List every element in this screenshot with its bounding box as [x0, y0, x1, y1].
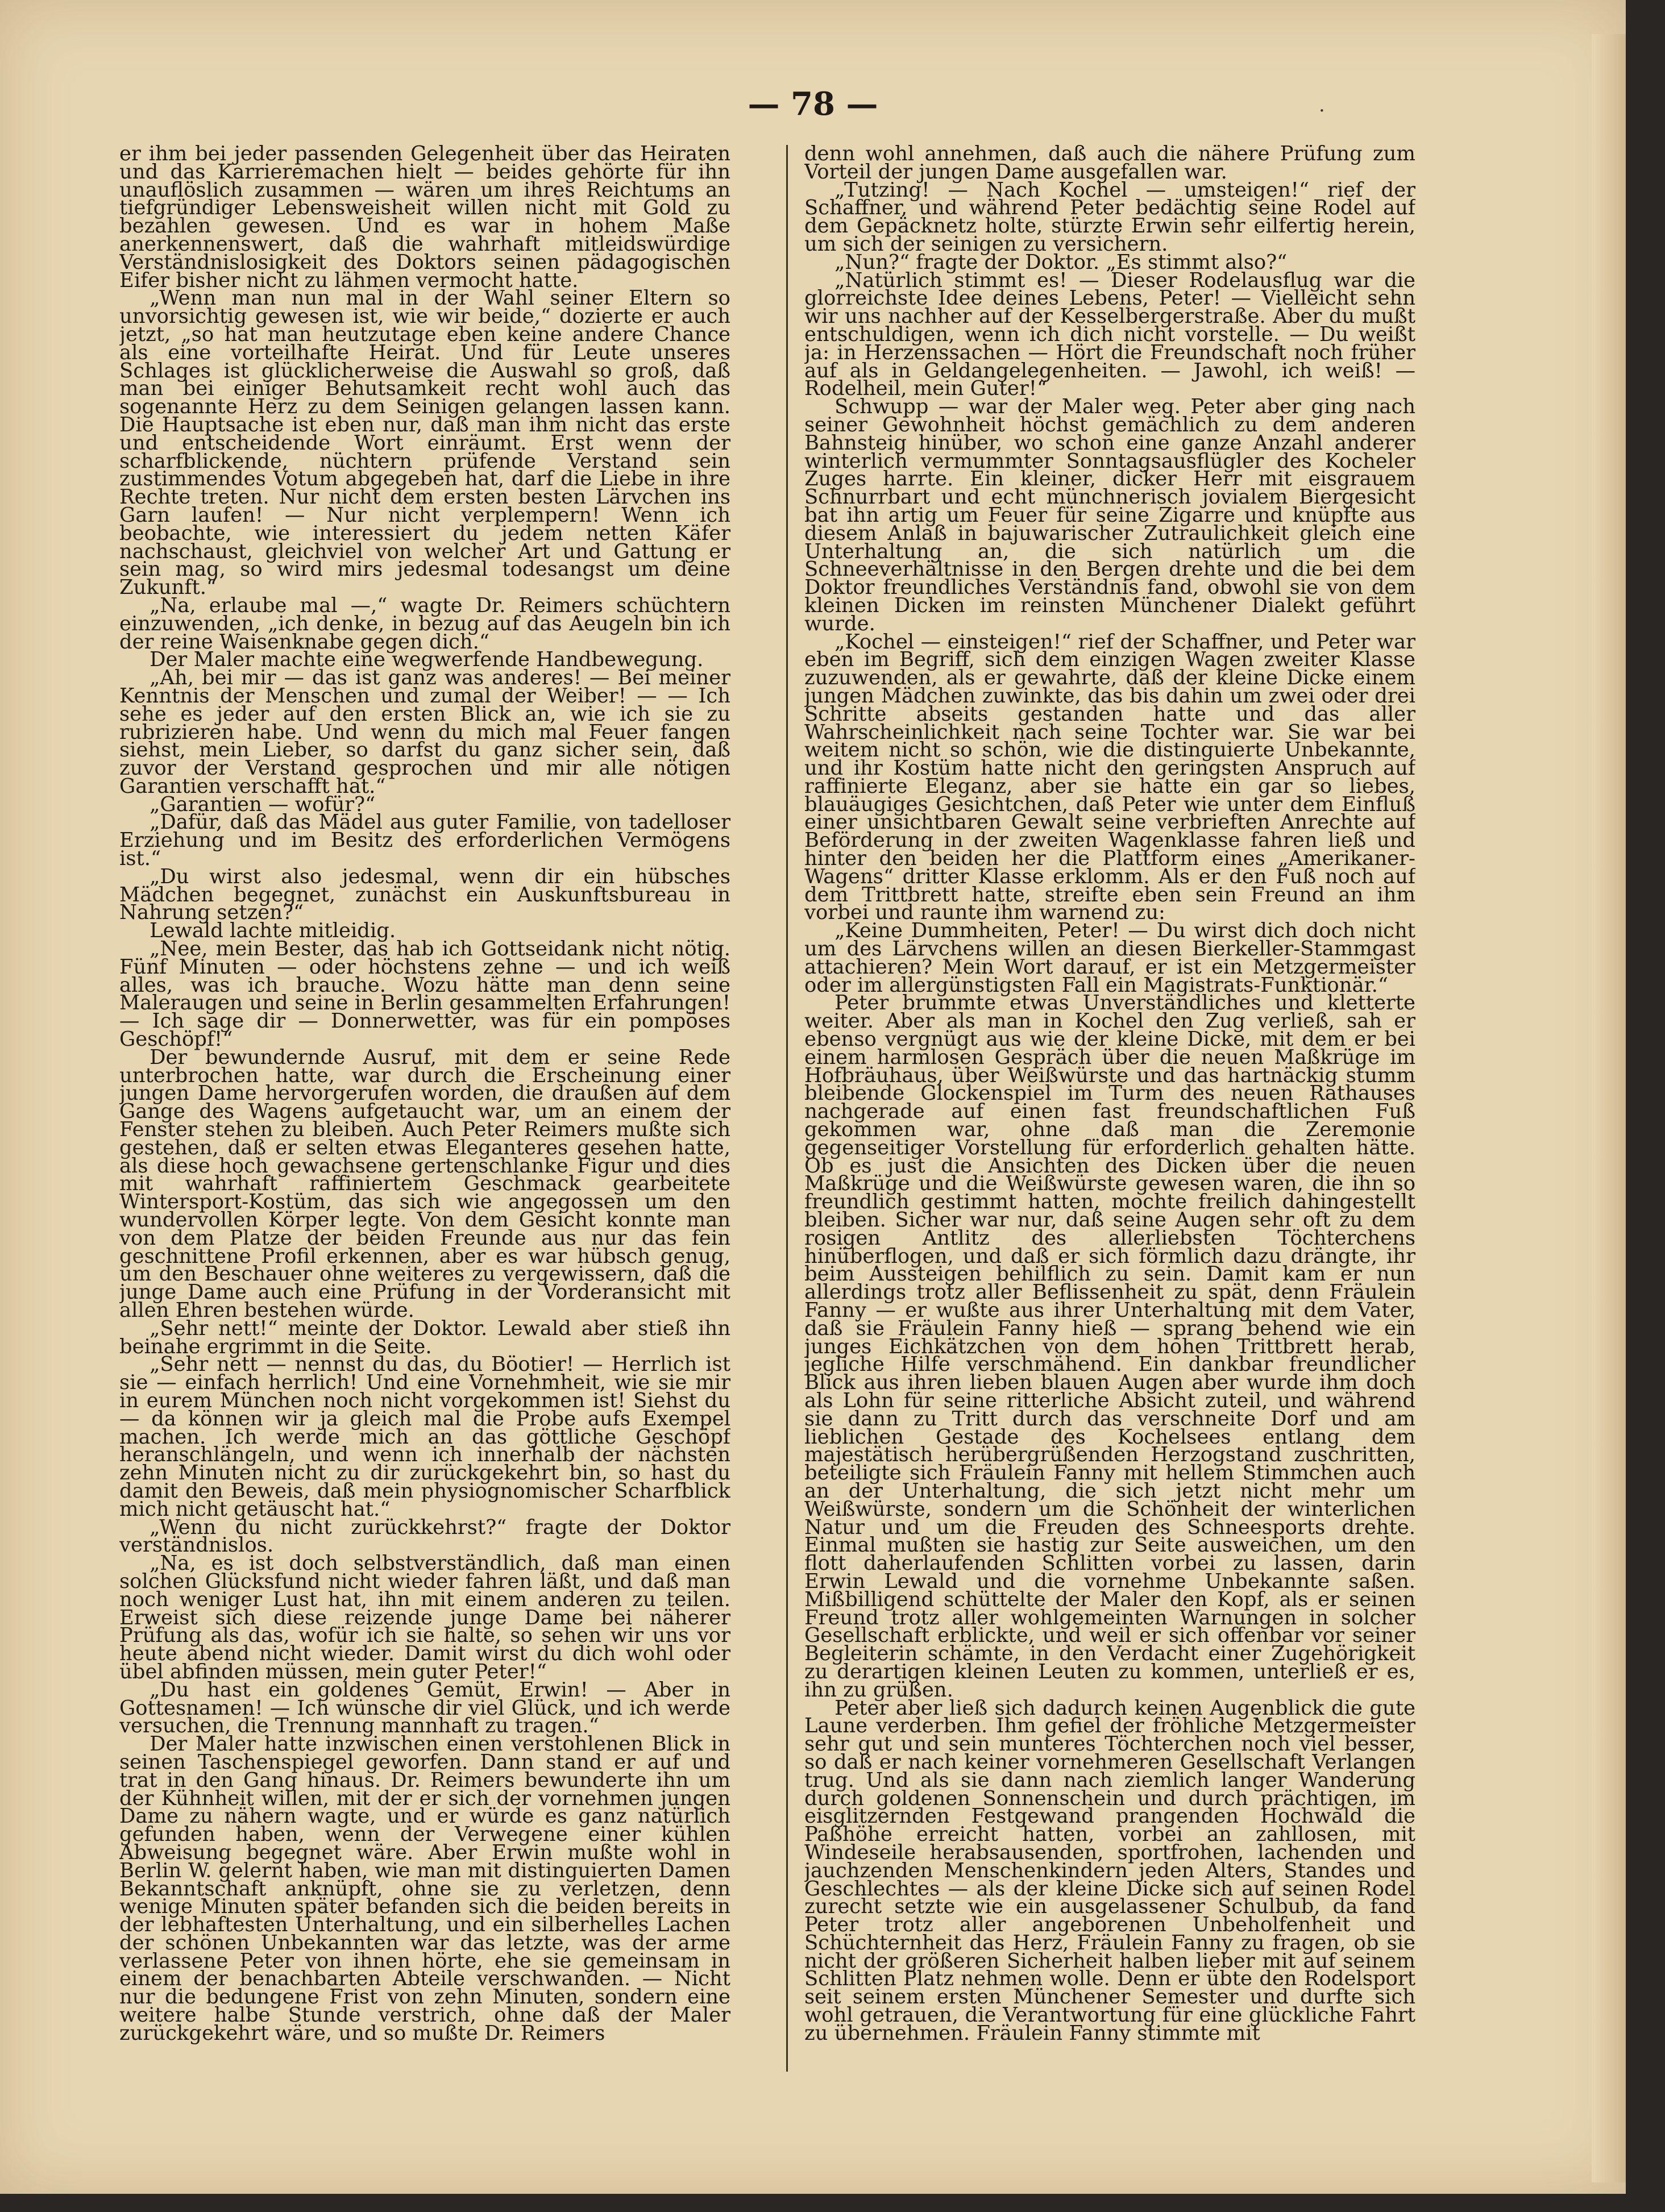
paragraph: „Na, es ist doch selbstverständlich, daß man einen solchen Glücksfund nicht wieder fahren läßt, und daß man noch weniger Lust hat, ihn mit einem anderen zu teilen. Erweist sich diese reizende junge Dame bei näherer Prüfung als das, wofür ich sie halte, so sehen wir uns vor heute abend nicht wieder. Damit wirst du dich wohl oder übel abfinden müssen, mein guter Peter!“ — [119, 1552, 730, 1683]
paragraph: „Wenn man nun mal in der Wahl seiner Eltern so unvorsichtig gewesen ist, wie wir beide,“ dozierte er auch jetzt, „so hat man heutzutage eben keine andere Chance als eine vorteilhafte Heirat. Und für Leute unseres Schlages ist glücklicherweise die Auswahl so groß, daß man bei einiger Behutsamkeit recht wohl auch das sogenannte Herz zu dem Seinigen gelangen lassen kann. Die Hauptsache ist eben nur, daß man ihm nicht das erste und entscheidende Wort einräumt. Erst wenn der scharfblickende, nüchtern prüfende Verstand sein zustimmendes Votum abgegeben hat, darf die Liebe in ihre Rechte treten. Nur nicht dem ersten besten Lärvchen ins Garn laufen! — Nur nicht verplempern! Wenn ich beobachte, wie interessiert du jedem netten Käfer nachschaust, gleichviel von welcher Art und Gattung er sein mag, so wird mirs jedesmal todesangst um deine Zukunft.“ — [119, 286, 730, 600]
paragraph: „Du wirst also jedesmal, wenn dir ein hübsches Mädchen begegnet, zunächst ein Auskunftsbureau in Nahrung setzen?“ — [119, 864, 730, 925]
paragraph: er ihm bei jeder passenden Gelegenheit über das Heiraten und das Karrieremachen hielt — beides gehörte für ihn unauflöslich zusammen — wären um ihres Reichtums an tiefgründiger Lebensweisheit willen nicht mit Gold zu bezahlen gewesen. Und es war in hohem Maße anerkennenswert, daß die wahrhaft mitleidswürdige Verständnislosigkeit des Doktors seinen pädagogischen Eifer bisher nicht zu lähmen vermocht hatte. — [119, 145, 730, 292]
paragraph: Lewald lachte mitleidig. — [150, 919, 396, 943]
column-divider — [786, 145, 788, 2072]
left-column — [119, 145, 730, 2089]
paragraph: „Garantien — wofür?“ — [150, 792, 376, 816]
paragraph: „Ah, bei mir — das ist ganz was anderes! — Bei meiner Kenntnis der Menschen und zumal der Weiber! — — Ich sehe es jeder auf den ersten Blick an, wie ich sie zu rubrizieren habe. Und wenn du mich mal Feuer fangen siehst, mein Lieber, so darfst du ganz sicher sein, daß zuvor der Verstand gesprochen und mir alle nötigen Garantien verschafft hat.“ — [119, 666, 730, 798]
page-number: — 78 — — [748, 85, 878, 123]
printer-mark: · — [1319, 99, 1325, 122]
paragraph: Schwupp — war der Maler weg. Peter aber ging nach seiner Gewohnheit höchst gemächlich zu dem anderen Bahnsteig hinüber, wo schon eine ganze Anzahl anderer winterlich vermummter Sonntagsausflügler des Kocheler Zuges harrte. Ein kleiner, dicker Herr mit eisgrauem Schnurrbart und echt münchnerisch jovialem Biergesicht bat ihn artig um Feuer für seine Zigarre und knüpfte aus diesem Anlaß in bajuwarischer Zutraulichkeit gleich eine Unterhaltung an, die sich natürlich um die Schneeverhältnisse in den Bergen drehte und die bei dem Doktor freundliches Verständnis fand, obwohl sie von dem kleinen Dicken im reinsten Münchener Dialekt geführt wurde. — [804, 395, 1415, 635]
paragraph: Der Maler machte eine wegwerfende Handbewegung. — [150, 648, 704, 672]
paragraph: „Du hast ein goldenes Gemüt, Erwin! — Aber in Gottesnamen! — Ich wünsche dir viel Glück, und ich werde versuchen, die Trennung mannhaft zu tragen.“ — [119, 1678, 730, 1738]
paragraph: „Dafür, daß das Mädel aus guter Familie, von tadelloser Erziehung und im Besitz des erforderlichen Vermögens ist.“ — [119, 810, 730, 871]
paragraph: „Wenn du nicht zurückkehrst?“ fragte der Doktor verständnislos. — [119, 1515, 730, 1557]
paragraph: „Nun?“ fragte der Doktor. „Es stimmt also?“ — [834, 250, 1288, 274]
paragraph: Der Maler hatte inzwischen einen verstohlenen Blick in seinen Taschenspiegel geworfen. Dann stand er auf und trat in den Gang hinaus. Dr. Reimers bewunderte ihn um der Kühnheit willen, mit der er sich der vornehmen jungen Dame zu nähern wagte, und er würde es ganz natürlich gefunden haben, wenn der Verwegene einer kühlen Abweisung begegnet wäre. Aber Erwin mußte wohl in Berlin W. gelernt haben, wie man mit distinguierten Damen Bekanntschaft anknüpft, ohne sie zu verletzen, denn wenige Minuten später befanden sich die beiden bereits in der lebhaftesten Unterhaltung, und ein silberhelles Lachen der schönen Unbekannten war das letzte, was der arme verlassene Peter von ihnen hörte, ehe sie gemeinsam in einem der benachbarten Abteile verschwanden. — Nicht nur die bedungene Frist von zehn Minuten, sondern eine weitere halbe Stunde verstrich, ohne daß der Maler zurückgekehrt wäre, und so mußte Dr. Reimers — [119, 1732, 730, 2045]
paragraph: „Tutzing! — Nach Kochel — umsteigen!“ rief der Schaffner, und während Peter bedächtig seine Rodel auf dem Gepäcknetz holte, stürzte Erwin sehr eilfertig herein, um sich der seinigen zu versichern. — [804, 178, 1415, 256]
paragraph: „Keine Dummheiten, Peter! — Du wirst dich doch nicht um des Lärvchens willen an diesen Bierkeller-Stammgast attachieren? Mein Wort darauf, er ist ein Metzgermeister oder im allergünstigsten Fall ein Magistrats-Funktionär.“ — [804, 919, 1415, 997]
paragraph: Peter brummte etwas Unverständliches und kletterte weiter. Aber als man in Kochel den Zug verließ, sah er ebenso vergnügt aus wie der kleine Dicke, mit dem er bei einem harmlosen Gespräch über die neuen Maßkrüge im Hofbräuhaus, über Weißwürste und das hartnäckig stumm bleibende Glockenspiel im Turm des neuen Rathauses nachgerade auf einen fast freundschaftlichen Fuß gekommen war, ohne daß man die Zeremonie gegenseitiger Vorstellung für erforderlich gehalten hätte. Ob es just die Ansichten des Dicken über die neuen Maßkrüge und die Weißwürste gewesen waren, die ihn so freundlich gestimmt hatten, mochte freilich dahingestellt bleiben. Sicher war nur, daß seine Augen sehr oft zu dem rosigen Antlitz des allerliebsten Töchterchens hinüberflogen, und daß er sich förmlich dazu drängte, ihr beim Aussteigen behilflich zu sein. Damit kam er nun allerdings trotz aller Beflissenheit zu spät, denn Fräulein Fanny — er wußte aus ihrer Unterhaltung mit dem Vater, daß sie Fräulein Fanny hieß — sprang behend wie ein junges Eichkätzchen von dem hohen Trittbrett herab, jegliche Hilfe verschmähend. Ein dankbar freundlicher Blick aus ihren lieben blauen Augen aber wurde ihm doch als Lohn für seine ritterliche Absicht zuteil, und während sie dann zu Tritt durch das verschneite Dorf und am lieblichen Gestade des Kochelsees entlang dem majestätisch herübergrüßenden Herzogstand zuschritten, beteiligte sich Fräulein Fanny mit hellem Stimmchen auch an der Unterhaltung, die sich jetzt nicht mehr um Weißwürste, sondern um die Schönheit der winterlichen Natur und um die Freuden des Schneesports drehte. Einmal mußten sie hastig zur Seite ausweichen, um den flott daherlaufenden Schlitten vorbei zu lassen, darin Erwin Lewald und die vornehme Unbekannte saßen. Mißbilligend schüttelte der Maler den Kopf, als er seinen Freund trotz aller wohlgemeinten Warnungen in solcher Gesellschaft erblickte, und weil er sich offenbar vor seiner Begleiterin schämte, in den Verdacht einer Zugehörigkeit zu derartigen kleinen Leuten zu kommen, unterließ er es, ihn zu grüßen. — [804, 991, 1415, 1702]
paragraph: „Kochel — einsteigen!“ rief der Schaffner, und Peter war eben im Begriff, sich dem einzigen Wagen zweiter Klasse zuzuwenden, als er gewahrte, daß der kleine Dicke einem jungen Mädchen zuwinkte, das bis dahin um zwei oder drei Schritte abseits gestanden hatte und das aller Wahrscheinlichkeit nach seine Tochter war. Sie war bei weitem nicht so schön, wie die distinguierte Unbekannte, und ihr Kostüm hatte nicht den geringsten Anspruch auf raffinierte Eleganz, aber sie hatte ein gar so liebes, blauäugiges Gesichtchen, daß Peter wie unter dem Einfluß einer unsichtbaren Gewalt seine verbrieften Anrechte auf Beförderung in der zweiten Wagenklasse fahren ließ und hinter den beiden her die Plattform eines „Amerikaner-Wagens“ dritter Klasse erklomm. Als er den Fuß noch auf dem Trittbrett hatte, streifte eben sein Freund an ihm vorbei und raunte ihm warnend zu: — [804, 630, 1415, 925]
page-edge — [1592, 34, 1626, 2182]
right-column — [804, 145, 1415, 2089]
paragraph: „Sehr nett!“ meinte der Doktor. Lewald aber stieß ihn beinahe ergrimmt in die Seite. — [119, 1316, 730, 1358]
paragraph: „Natürlich stimmt es! — Dieser Rodelausflug war die glorreichste Idee deines Lebens, Peter! — Vielleicht sehn wir uns nachher auf der Kesselbergerstraße. Aber du mußt entschuldigen, wenn ich dich nicht vorstelle. — Du weißt ja: in Herzenssachen — Hört die Freundschaft noch früher auf als in Geldangelegenheiten. — Jawohl, ich weiß! — Rodelheil, mein Guter!“ — [804, 268, 1415, 401]
paragraph: „Nee, mein Bester, das hab ich Gottseidank nicht nötig. Fünf Minuten — oder höchstens zehne — und ich weiß alles, was ich brauche. Wozu hätte man denn seine Maleraugen und seine in Berlin gesammelten Erfahrungen! — Ich sage dir — Donnerwetter, was für ein pompöses Geschöpf!“ — [119, 937, 730, 1051]
paragraph: Der bewundernde Ausruf, mit dem er seine Rede unterbrochen hatte, war durch die Erscheinung einer jungen Dame hervorgerufen worden, die draußen auf dem Gange des Wagens aufgetaucht war, um an einem der Fenster stehen zu bleiben. Auch Peter Reimers mußte sich gestehen, daß er selten etwas Eleganteres gesehen hatte, als diese hoch gewachsene gertenschlanke Figur und dies mit wahrhaft raffiniertem Geschmack gearbeitete Wintersport-Kostüm, das sich wie angegossen um den wundervollen Körper legte. Von dem Gesicht konnte man von dem Platze der beiden Freunde aus nur das fein geschnittene Profil erkennen, aber es war hübsch genug, um den Beschauer ohne weiteres zu vergewissern, daß die junge Dame auch eine Prüfung in der Vorderansicht mit allen Ehren bestehen würde. — [119, 1045, 730, 1322]
paragraph: Peter aber ließ sich dadurch keinen Augenblick die gute Laune verderben. Ihm gefiel der fröhliche Metzgermeister sehr gut und sein munteres Töchterchen noch viel besser, so daß er nach keiner vornehmeren Gesellschaft Verlangen trug. Und als sie dann nach ziemlich langer Wanderung durch goldenen Sonnenschein und durch prächtigen, im eisglitzernden Festgewand prangenden Hochwald die Paßhöhe erreicht hatten, vorbei an zahllosen, mit Windeseile herabsausenden, sportfrohen, lachenden und jauchzenden Menschenkindern jeden Alters, Standes und Geschlechtes — als der kleine Dicke sich auf seinen Rodel zurecht setzte wie ein ausgelassener Schulbub, da fand Peter trotz aller angeborenen Unbeholfenheit und Schüchternheit das Herz, Fräulein Fanny zu fragen, ob sie nicht der größeren Sicherheit halben lieber mit auf seinem Schlitten Platz nehmen wolle. Denn er übte den Rodelsport seit seinem ersten Münchener Semester und durfte sich wohl getrauen, die Verantwortung für eine glückliche Fahrt zu übernehmen. Fräulein Fanny stimmte mit — [804, 1696, 1415, 2045]
paragraph: „Na, erlaube mal —,“ wagte Dr. Reimers schüchtern einzuwenden, „ich denke, in bezug auf das Aeugeln bin ich der reine Waisenknabe gegen dich.“ — [119, 593, 730, 654]
paragraph: denn wohl annehmen, daß auch die nähere Prüfung zum Vorteil der jungen Dame ausgefallen war. — [804, 145, 1415, 184]
paragraph: „Sehr nett — nennst du das, du Böotier! — Herrlich ist sie — einfach herrlich! Und eine Vornehmheit, wie sie mir in eurem München noch nicht vorgekommen ist! Siehst du — da können wir ja gleich mal die Probe aufs Exempel machen. Ich werde mich an das göttliche Geschöpf heranschlängeln, und wenn ich innerhalb der nächsten zehn Minuten nicht zu dir zurückgekehrt bin, so hast du damit den Beweis, daß mein physiognomischer Scharfblick mich nicht getäuscht hat.“ — [119, 1353, 730, 1521]
